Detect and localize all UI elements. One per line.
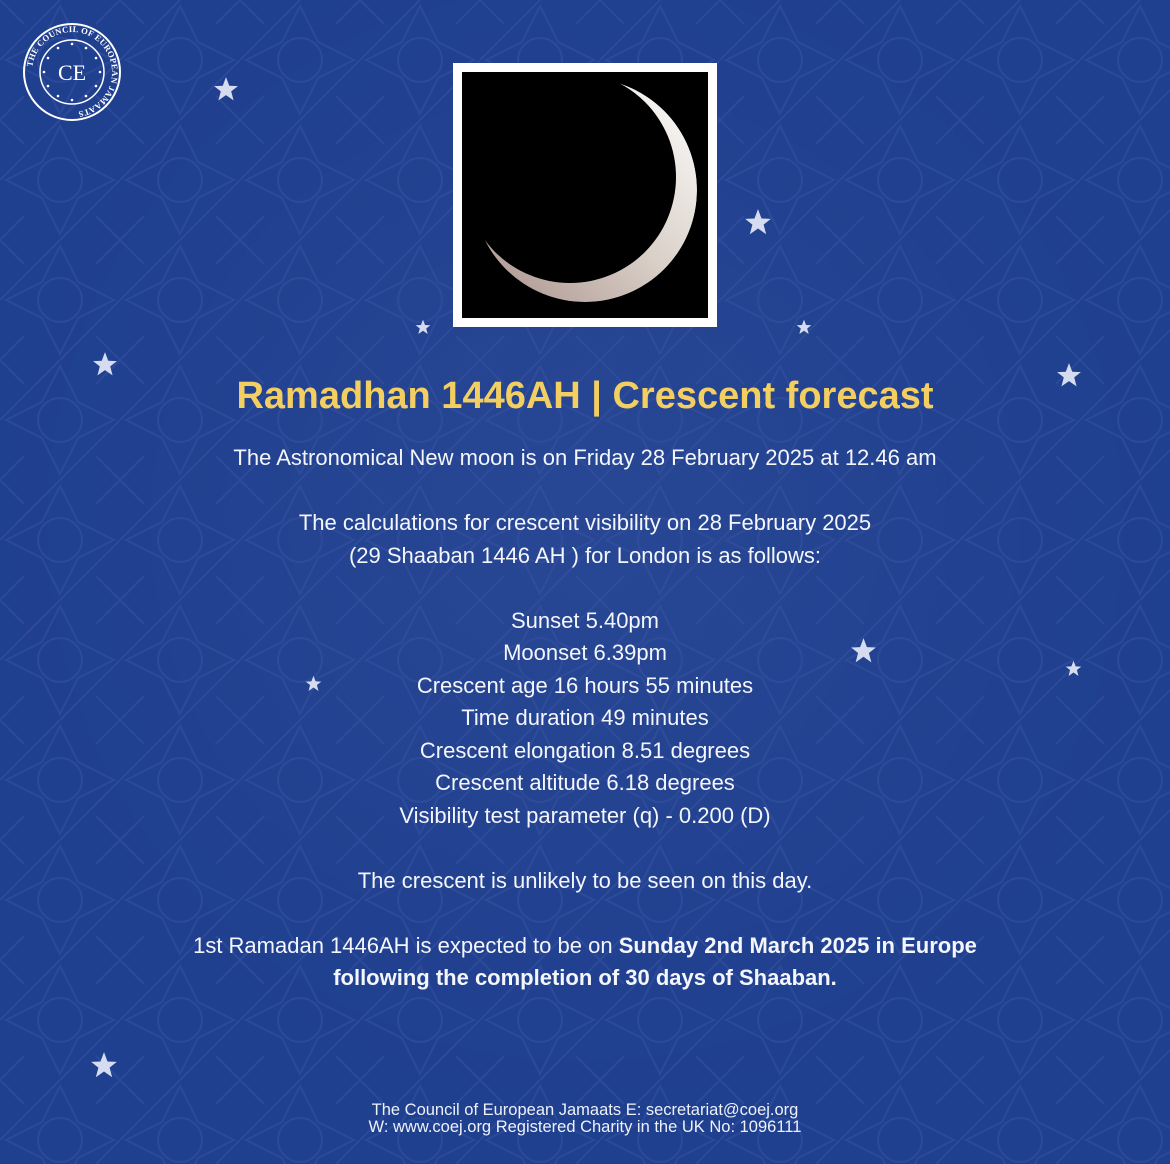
stat-crescent-age: Crescent age 16 hours 55 minutes [416,673,754,698]
expected-prefix: 1st Ramadan 1446AH is expected to be on [193,933,619,958]
logo-ring-text: THE COUNCIL OF EUROPEAN JAMAATS [24,23,121,120]
expected-condition: following the completion of 30 days of Shaaban. [333,965,837,990]
logo-seal [22,22,122,122]
stat-altitude: Crescent altitude 6.18 degrees [435,770,735,795]
star-icon [213,76,239,102]
star-icon [415,319,431,335]
stat-moonset: Moonset 6.39pm [503,640,667,665]
calc-intro-line-1: The calculations for crescent visibility on 28 February 2025 [298,510,872,535]
crescent-moon-image [453,63,717,327]
expected-date: Sunday 2nd March 2025 in Europe [618,933,977,958]
stat-elongation: Crescent elongation 8.51 degrees [419,738,751,763]
crescent-moon-icon [462,72,708,318]
page-title: Ramadhan 1446AH | Crescent forecast [236,375,934,417]
expected-date-line-2 [0,963,1170,993]
stat-time-duration: Time duration 49 minutes [461,705,709,730]
star-icon [90,1051,118,1079]
new-moon-text: The Astronomical New moon is on Friday 28 February 2025 at 12.46 am [233,445,937,470]
logo-monogram: CE [57,60,87,85]
footer-charity: W: www.coej.org Registered Charity in the UK No: 1096111 [368,1118,802,1136]
calc-intro-line-2: (29 Shaaban 1446 AH ) for London is as follows: [348,543,822,568]
stat-sunset: Sunset 5.40pm [511,608,659,633]
footer-contact: The Council of European Jamaats E: secretariat@coej.org [371,1101,799,1119]
star-icon [796,319,812,335]
conclusion-text: The crescent is unlikely to be seen on this day. [357,868,813,893]
expected-date-line-1 [0,931,1170,961]
stat-visibility-parameter: Visibility test parameter (q) - 0.200 (D) [399,803,771,828]
star-icon [744,208,772,236]
